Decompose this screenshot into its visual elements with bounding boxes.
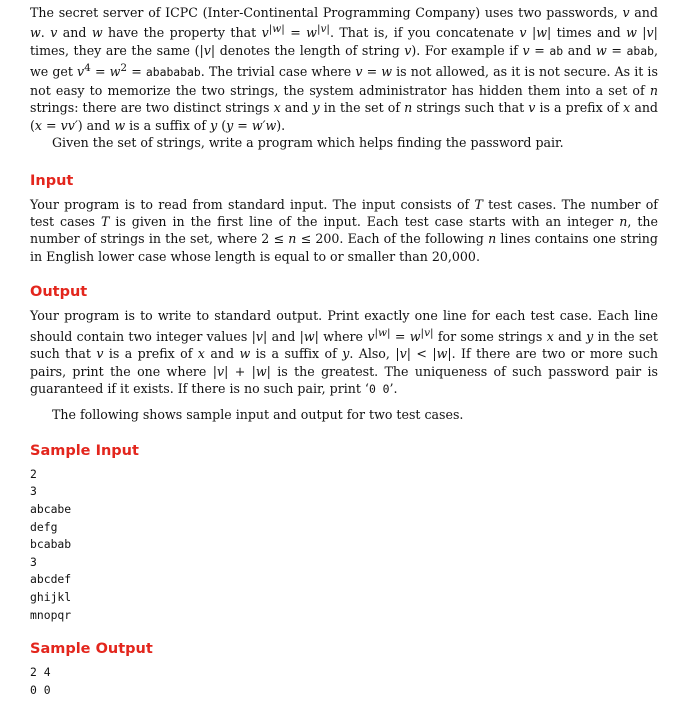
sample-output-heading: Sample Output: [30, 641, 153, 658]
problem-statement: [30, 4, 658, 699]
sample-input-line: 2: [30, 466, 37, 481]
sample-output-line: 2 4: [30, 665, 51, 680]
sample-input-line: defg: [30, 519, 58, 534]
sample-input-block: [30, 466, 658, 624]
sample-input-line: ghijkl: [30, 590, 72, 605]
output-paragraph: Your program is to write to standard output. Print exactly one line for each test case. Each line should contain two integer values |v| and |w| where $v^{|w|} = w^{|v|}$ for some strings x and y in the set such that v is a prefix of x and w is a suffix of y. Also, |v| < |w|. If there are two or more such pairs, print the one where |v| + |w| is the greatest. The uniqueness of such password pair is guaranteed if it exists. If there is no such pair, print ‘0 0’.: [30, 308, 658, 397]
input-paragraph: Your program is to read from standard input. The input consists of T test cases. The number of test cases T is given in the first line of the input. Each test case starts with an integer n, the number of strings in the set, where 2 ≤ n ≤ 200. Each of the following n lines contains one string in English lower case whose length is equal to or smaller than 20,000.: [30, 196, 658, 264]
samples-intro: The following shows sample input and output for two test cases.: [52, 407, 464, 423]
input-heading: Input: [30, 172, 74, 189]
sample-input-line: 3: [30, 484, 37, 499]
sample-input-line: mnopqr: [30, 607, 72, 622]
statement-task-line: Given the set of strings, write a program which helps finding the password pair.: [52, 135, 564, 151]
sample-input-line: abcdef: [30, 572, 72, 587]
sample-output-line: 0 0: [30, 682, 51, 697]
sample-input-line: 3: [30, 554, 37, 569]
sample-input-line: abcabe: [30, 502, 72, 517]
statement-paragraph: The secret server of ICPC (Inter-Continental Programming Company) uses two passwords, v and w. v and w have the property that $v^{|w|} = w^{|v|}$. That is, if you concatenate v |w| times and w |v| times, they are the same (|v| denotes the length of string v). For example if v = ab and w = abab, we get $v^4 = w^2$ = abababab. The trivial case where v = w is not allowed, as it is not secure. As it is not easy to memorize the two strings, the system administrator has hidden them into a set of n strings: there are two distinct strings x and y in the set of n strings such that v is a prefix of x and (x = vv′) and w is a suffix of y (y = w′w).: [30, 5, 658, 133]
sample-output-block: [30, 664, 658, 699]
output-heading: Output: [30, 284, 88, 301]
sample-input-heading: Sample Input: [30, 442, 139, 459]
sample-input-line: bcabab: [30, 537, 72, 552]
